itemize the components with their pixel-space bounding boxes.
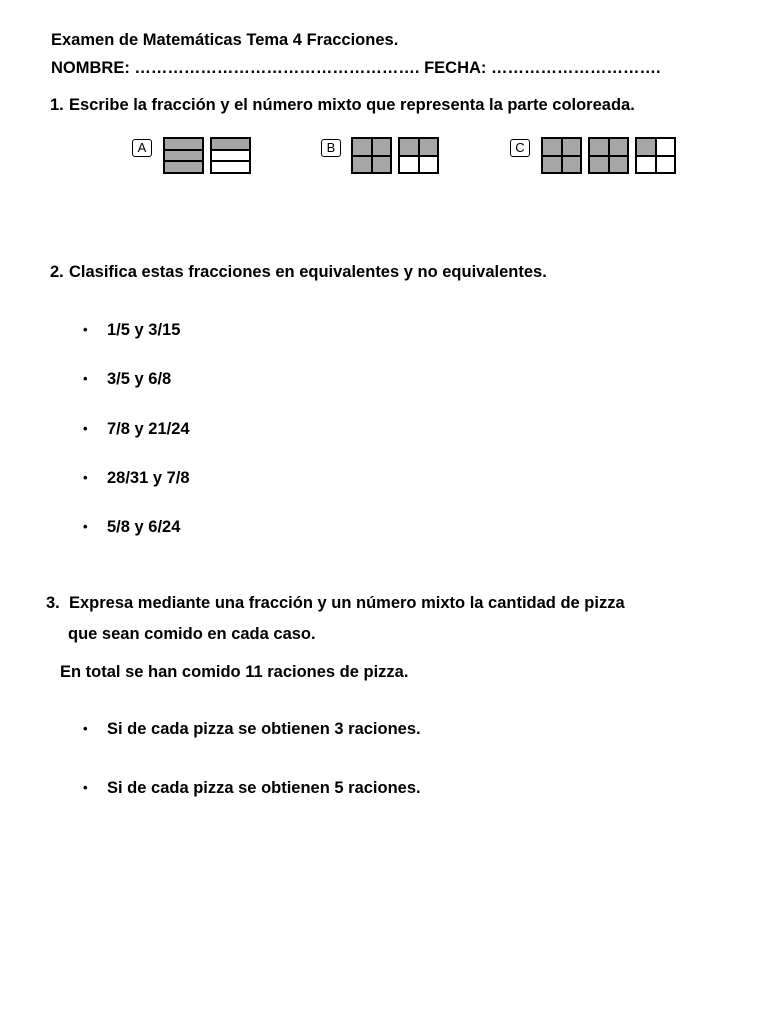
question-3-number: 3. <box>46 594 60 612</box>
unshaded-part <box>656 156 676 174</box>
shaded-part <box>352 138 372 156</box>
shaded-part <box>399 138 419 156</box>
bullet-icon: • <box>83 421 88 436</box>
q2-item-3 <box>83 420 190 439</box>
figure-a-unit-2 <box>210 137 251 174</box>
q2-item-1 <box>83 321 180 340</box>
bullet-icon: • <box>83 780 88 795</box>
q2-item-2 <box>83 370 171 389</box>
figure-c-unit-1 <box>541 137 582 174</box>
question-2-text: Clasifica estas fracciones en equivalentes y no equivalentes. <box>69 263 547 281</box>
shaded-part <box>164 150 203 162</box>
question-2-number: 2. <box>50 263 64 281</box>
q2-item-text: 5/8 y 6/24 <box>107 518 181 536</box>
q2-item-5 <box>83 518 180 537</box>
figure-b-unit-1 <box>351 137 392 174</box>
question-3-text: Expresa mediante una fracción y un número mixto la cantidad de pizza <box>69 594 625 612</box>
unshaded-part <box>656 138 676 156</box>
shaded-part <box>352 156 372 174</box>
q2-item-text: 28/31 y 7/8 <box>107 469 190 487</box>
bullet-icon: • <box>83 470 88 485</box>
shaded-part <box>542 156 562 174</box>
figure-a-unit-1 <box>163 137 204 174</box>
name-date-line: NOMBRE: ……………………………………………. FECHA: …………………………. <box>51 59 661 77</box>
q3-item-1 <box>83 720 421 739</box>
q2-item-text: 1/5 y 3/15 <box>107 321 181 339</box>
question-3-context: En total se han comido 11 raciones de pizza. <box>60 663 409 681</box>
question-1 <box>50 96 635 115</box>
unshaded-part <box>419 156 439 174</box>
q2-item-text: 7/8 y 21/24 <box>107 420 190 438</box>
shaded-part <box>164 161 203 173</box>
q3-item-text: Si de cada pizza se obtienen 3 raciones. <box>107 720 421 738</box>
figure-label-c: C <box>510 139 530 157</box>
shaded-part <box>542 138 562 156</box>
bullet-icon: • <box>83 519 88 534</box>
shaded-part <box>372 156 392 174</box>
question-3-continuation: que sean comido en cada caso. <box>68 625 316 643</box>
shaded-part <box>589 156 609 174</box>
shaded-part <box>562 138 582 156</box>
question-3 <box>46 594 625 613</box>
exam-title: Examen de Matemáticas Tema 4 Fracciones. <box>51 31 399 49</box>
unshaded-part <box>211 161 250 173</box>
shaded-part <box>636 138 656 156</box>
shaded-part <box>164 138 203 150</box>
question-1-number: 1. <box>50 96 64 114</box>
question-1-text: Escribe la fracción y el número mixto que representa la parte coloreada. <box>69 96 635 114</box>
q2-item-text: 3/5 y 6/8 <box>107 370 172 388</box>
unshaded-part <box>636 156 656 174</box>
figure-label-b: B <box>321 139 341 157</box>
bullet-icon: • <box>83 322 88 337</box>
figure-c-unit-3 <box>635 137 676 174</box>
question-2 <box>50 263 547 282</box>
unshaded-part <box>211 150 250 162</box>
shaded-part <box>211 138 250 150</box>
unshaded-part <box>399 156 419 174</box>
shaded-part <box>609 138 629 156</box>
bullet-icon: • <box>83 371 88 386</box>
figure-label-a: A <box>132 139 152 157</box>
shaded-part <box>589 138 609 156</box>
q2-item-4 <box>83 469 190 488</box>
bullet-icon: • <box>83 721 88 736</box>
figure-c-unit-2 <box>588 137 629 174</box>
shaded-part <box>419 138 439 156</box>
shaded-part <box>609 156 629 174</box>
figure-b-unit-2 <box>398 137 439 174</box>
q3-item-2 <box>83 779 421 798</box>
shaded-part <box>562 156 582 174</box>
q3-item-text: Si de cada pizza se obtienen 5 raciones. <box>107 779 421 797</box>
shaded-part <box>372 138 392 156</box>
